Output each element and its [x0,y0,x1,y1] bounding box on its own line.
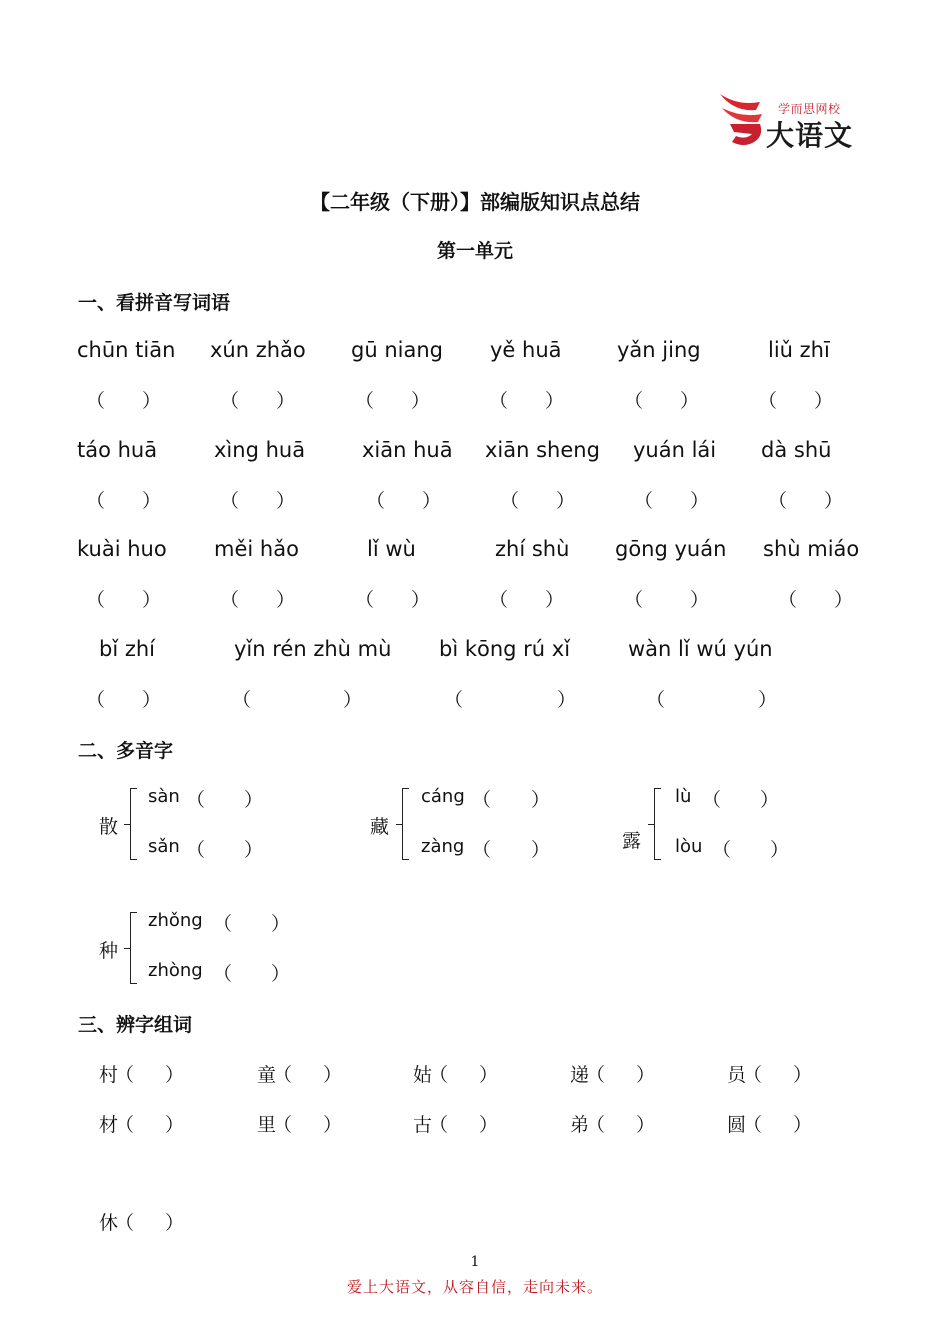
footer-slogan: 爱上大语文，从容自信，走向未来。 [346,1278,603,1296]
answer-paren-open: （ [115,1064,135,1086]
answer-paren-open: （ [489,390,509,412]
answer-paren-close: ） [680,390,700,412]
unit-title: 第一单元 [436,240,513,262]
pinyin-text: xiān huā [362,438,453,462]
answer-paren-close: ） [422,490,442,512]
answer-paren-open: （ [220,390,240,412]
answer-paren-open: （ [758,390,778,412]
answer-paren-close: ） [244,839,264,861]
answer-paren-close: ） [411,390,431,412]
pinyin-text: gōng yuán [615,537,727,561]
answer-paren-open: （ [186,789,206,811]
answer-paren-open: （ [429,1064,449,1086]
answer-paren-open: （ [86,689,106,711]
answer-paren-open: （ [429,1114,449,1136]
answer-paren-open: （ [586,1064,606,1086]
pinyin-text: zhí shù [495,537,570,561]
answer-paren-open: （ [220,490,240,512]
answer-paren-close: ） [165,1114,185,1136]
bracket-tick [124,824,130,825]
bracket-shape [654,788,661,860]
bracket-shape [402,788,409,860]
answer-paren-open: （ [624,589,644,611]
bracket-shape [130,912,137,984]
answer-paren-open: （ [702,789,722,811]
answer-paren-close: ） [479,1064,499,1086]
reading-pinyin: sàn [148,786,180,807]
reading-pinyin: zhòng [148,960,203,981]
answer-paren-close: ） [244,789,264,811]
answer-paren-close: ） [142,689,162,711]
polyphone-character: 散 [99,816,119,838]
answer-paren-open: （ [232,689,252,711]
answer-paren-open: （ [743,1064,763,1086]
section-heading-word-pairs: 三、辨字组词 [78,1014,193,1036]
answer-paren-close: ） [824,490,844,512]
word-pair-character: 圆 [727,1114,747,1136]
answer-paren-open: （ [634,490,654,512]
word-pair-character: 员 [727,1064,747,1086]
answer-paren-close: ） [411,589,431,611]
answer-paren-close: ） [343,689,363,711]
answer-paren-open: （ [472,839,492,861]
pinyin-text: gū niang [351,338,443,362]
answer-paren-open: （ [273,1114,293,1136]
answer-paren-open: （ [712,839,732,861]
answer-paren-close: ） [636,1114,656,1136]
answer-paren-close: ） [690,490,710,512]
answer-paren-close: ） [758,689,778,711]
answer-paren-close: ） [690,589,710,611]
answer-paren-close: ） [556,490,576,512]
answer-paren-open: （ [743,1114,763,1136]
bracket-tick [124,948,130,949]
pinyin-text: xìng huā [214,438,306,462]
answer-paren-close: ） [271,913,291,935]
bracket-tick [648,824,654,825]
answer-paren-open: （ [768,490,788,512]
answer-paren-open: （ [444,689,464,711]
answer-paren-open: （ [624,390,644,412]
answer-paren-close: ） [557,689,577,711]
answer-paren-open: （ [273,1064,293,1086]
section-heading-polyphones: 二、多音字 [78,740,174,762]
pinyin-text: kuài huo [77,537,167,561]
answer-paren-close: ） [834,589,854,611]
answer-paren-open: （ [86,490,106,512]
answer-paren-close: ） [479,1114,499,1136]
answer-paren-close: ） [142,490,162,512]
answer-paren-open: （ [213,913,233,935]
answer-paren-open: （ [213,963,233,985]
answer-paren-close: ） [165,1064,185,1086]
logo-small-text: 学而思网校 [778,102,841,116]
answer-paren-close: ） [165,1212,185,1234]
brand-mark-icon [716,92,766,148]
bracket-tick [396,824,402,825]
word-pair-character: 村 [99,1064,119,1086]
section-heading-pinyin: 一、看拼音写词语 [78,292,231,314]
polyphone-character: 露 [622,830,642,852]
pinyin-text: táo huā [77,438,158,462]
answer-paren-open: （ [366,490,386,512]
answer-paren-close: ） [531,839,551,861]
answer-paren-close: ） [760,789,780,811]
answer-paren-close: ） [271,963,291,985]
pinyin-text: yě huā [490,338,562,362]
reading-pinyin: lòu [675,836,703,857]
pinyin-text: yuán lái [633,438,717,462]
polyphone-character: 藏 [370,816,390,838]
pinyin-text: yǐn rén zhù mù [234,637,392,661]
answer-paren-close: ） [545,390,565,412]
answer-paren-open: （ [115,1212,135,1234]
answer-paren-close: ） [531,789,551,811]
word-pair-character: 弟 [570,1114,590,1136]
answer-paren-open: （ [86,390,106,412]
reading-pinyin: zhǒng [148,910,203,931]
pinyin-text: yǎn jing [617,338,701,362]
word-pair-character: 材 [99,1114,119,1136]
word-pair-character: 递 [570,1064,590,1086]
word-pair-character: 童 [257,1064,277,1086]
pinyin-text: liǔ zhī [768,338,830,362]
answer-paren-open: （ [778,589,798,611]
answer-paren-open: （ [186,839,206,861]
pinyin-text: shù miáo [763,537,860,561]
answer-paren-close: ） [636,1064,656,1086]
answer-paren-close: ） [323,1114,343,1136]
pinyin-text: lǐ wù [367,537,416,561]
word-pair-character: 休 [99,1212,119,1234]
answer-paren-open: （ [355,589,375,611]
answer-paren-close: ） [142,589,162,611]
answer-paren-open: （ [489,589,509,611]
answer-paren-open: （ [86,589,106,611]
answer-paren-close: ） [793,1114,813,1136]
answer-paren-close: ） [814,390,834,412]
word-pair-character: 姑 [413,1064,433,1086]
page-number: 1 [470,1254,480,1270]
pinyin-text: xiān sheng [485,438,600,462]
polyphone-character: 种 [99,940,119,962]
pinyin-text: bǐ zhí [99,637,156,661]
reading-pinyin: sǎn [148,836,180,857]
answer-paren-close: ） [142,390,162,412]
answer-paren-open: （ [586,1114,606,1136]
answer-paren-close: ） [276,589,296,611]
pinyin-text: xún zhǎo [210,338,306,362]
brand-logo [716,92,866,152]
reading-pinyin: zàng [421,836,465,857]
word-pair-character: 里 [257,1114,277,1136]
answer-paren-open: （ [646,689,666,711]
logo-big-text: 大语文 [766,119,854,152]
answer-paren-close: ） [276,390,296,412]
pinyin-text: měi hǎo [214,537,299,561]
answer-paren-open: （ [472,789,492,811]
reading-pinyin: cáng [421,786,465,807]
answer-paren-close: ） [276,490,296,512]
pinyin-text: bì kōng rú xǐ [439,637,571,661]
answer-paren-open: （ [115,1114,135,1136]
pinyin-text: dà shū [761,438,832,462]
answer-paren-close: ） [770,839,790,861]
document-title: 【二年级（下册）】部编版知识点总结 [310,190,640,214]
answer-paren-open: （ [355,390,375,412]
answer-paren-open: （ [220,589,240,611]
bracket-shape [130,788,137,860]
reading-pinyin: lù [675,786,692,807]
word-pair-character: 古 [413,1114,433,1136]
pinyin-text: chūn tiān [77,338,176,362]
pinyin-text: wàn lǐ wú yún [628,637,773,661]
answer-paren-close: ） [323,1064,343,1086]
answer-paren-close: ） [545,589,565,611]
answer-paren-close: ） [793,1064,813,1086]
answer-paren-open: （ [500,490,520,512]
